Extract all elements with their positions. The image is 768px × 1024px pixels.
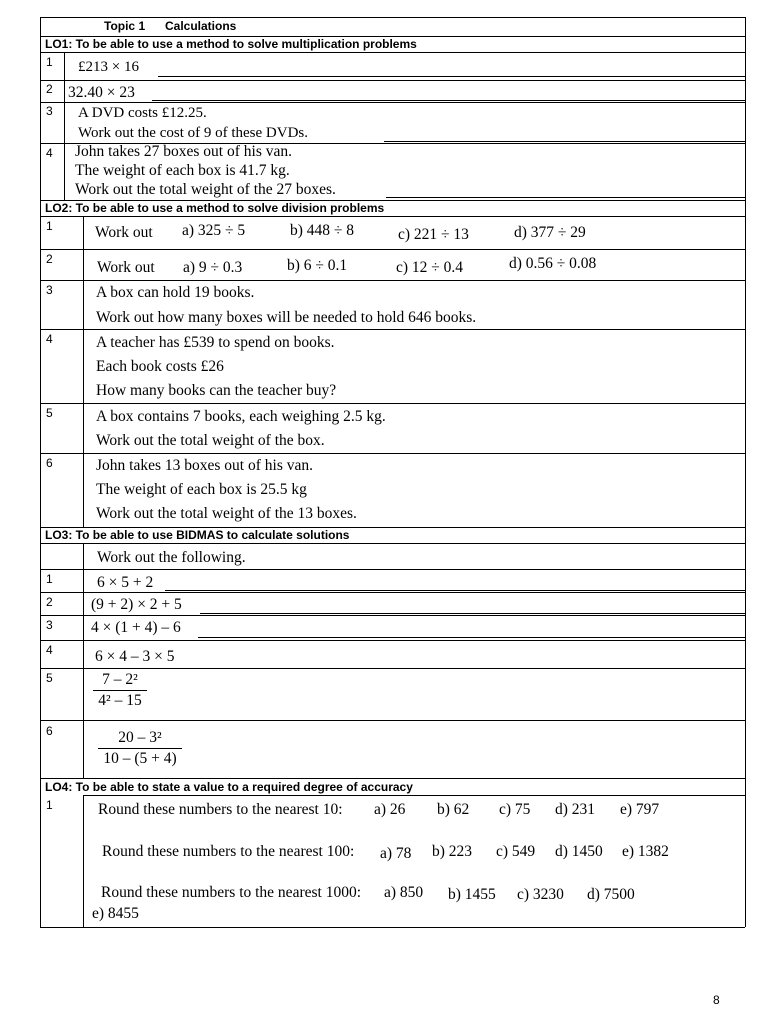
rule [40,778,745,779]
answer-line [386,197,745,198]
lo1-q1-text: £213 × 16 [78,59,139,75]
lo3-q3-text: 4 × (1 + 4) – 6 [91,619,181,636]
fraction-bar [98,748,182,749]
page-title: Calculations [165,19,237,33]
lo2-q2-a: a) 9 ÷ 0.3 [183,259,243,276]
rule [40,280,745,281]
lo2-q1-d: d) 377 ÷ 29 [514,224,586,241]
answer-line [384,141,745,142]
q-number: 1 [46,219,53,233]
lo4-r1000-label: Round these numbers to the nearest 1000: [101,884,362,901]
rule [40,668,745,669]
q-number: 6 [46,456,53,470]
rule [40,615,745,616]
rule [40,102,745,103]
lo2-q3-line1: A box can hold 19 books. [96,284,255,301]
lo4-r1000-d: d) 7500 [587,886,635,903]
lo4-r10-e: e) 797 [620,801,660,818]
lo2-q4-line1: A teacher has £539 to spend on books. [96,334,335,351]
lo2-q1-intro: Work out [95,224,153,241]
q-number: 2 [46,252,53,266]
lo2-q2-intro: Work out [97,259,155,276]
lo2-q6-line1: John takes 13 boxes out of his van. [96,457,313,474]
frame-right [745,17,746,927]
lo4-r10-c: c) 75 [499,801,531,818]
lo2-q1-c: c) 221 ÷ 13 [398,226,469,243]
frame-left [40,17,41,927]
q-number: 1 [46,55,53,69]
lo1-q4-line1: John takes 27 boxes out of his van. [75,143,292,160]
lo2-q4-line3: How many books can the teacher buy? [96,382,337,399]
lo4-r1000-a: a) 850 [384,884,424,901]
lo3-q5-denominator: 4² – 15 [98,692,142,709]
lo3-intro: Work out the following. [97,549,246,566]
q-number: 3 [46,283,53,297]
rule [40,52,745,53]
lo2-q5-line1: A box contains 7 books, each weighing 2.5 kg. [96,408,386,425]
q-number: 5 [46,671,53,685]
lo1-q4-line2: The weight of each box is 41.7 kg. [75,162,290,179]
rule [40,216,745,217]
lo3-q4-text: 6 × 4 – 3 × 5 [95,648,175,665]
lo3-q5-fraction [93,671,147,710]
q-number: 3 [46,104,53,118]
answer-line [165,590,745,591]
lo3-q6-fraction [98,729,182,768]
num-column-divider [83,543,84,778]
answer-line [152,100,745,101]
lo2-q2-d: d) 0.56 ÷ 0.08 [509,255,597,272]
lo2-q6-line2: The weight of each box is 25.5 kg [96,481,307,498]
lo2-q5-line2: Work out the total weight of the box. [96,432,325,449]
lo1-q4-line3: Work out the total weight of the 27 boxes. [75,181,336,198]
lo4-r100-b: b) 223 [432,843,473,860]
rule [40,592,745,593]
lo2-heading: LO2: To be able to use a method to solve division problems [45,201,385,215]
lo4-r100-label: Round these numbers to the nearest 100: [102,843,355,860]
lo1-q2-text: 32.40 × 23 [68,84,135,101]
q-number: 4 [46,146,53,160]
rule [40,329,745,330]
lo2-q4-line2: Each book costs £26 [96,358,224,375]
q-number: 4 [46,332,53,346]
lo1-heading: LO1: To be able to use a method to solve multiplication problems [45,37,417,51]
lo2-q2-b: b) 6 ÷ 0.1 [287,257,348,274]
fraction-bar [93,690,147,691]
lo4-r1000-b: b) 1455 [448,886,496,903]
lo4-r100-a: a) 78 [380,845,412,862]
lo4-r100-e: e) 1382 [622,843,669,860]
lo4-r100-d: d) 1450 [555,843,603,860]
q-number: 1 [46,572,53,586]
num-column-divider [83,216,84,528]
lo4-r10-d: d) 231 [555,801,596,818]
lo2-q2-c: c) 12 ÷ 0.4 [396,259,464,276]
answer-line [200,613,745,614]
lo3-q2-text: (9 + 2) × 2 + 5 [91,596,182,613]
rule [40,249,745,250]
num-column-divider [64,52,65,200]
lo4-r10-a: a) 26 [374,801,406,818]
q-number: 5 [46,406,53,420]
lo4-r10-label: Round these numbers to the nearest 10: [98,801,343,818]
rule [40,403,745,404]
lo4-r100-c: c) 549 [496,843,536,860]
lo3-q6-denominator: 10 – (5 + 4) [103,750,177,767]
lo2-q6-line3: Work out the total weight of the 13 boxes. [96,505,357,522]
lo3-q1-text: 6 × 5 + 2 [97,574,154,591]
lo2-q3-line2: Work out how many boxes will be needed to hold 646 books. [96,309,477,326]
rule [83,795,745,796]
lo2-q1-a: a) 325 ÷ 5 [182,222,246,239]
rule [40,80,745,81]
rule [40,453,745,454]
lo3-q5-numerator: 7 – 2² [102,671,138,688]
lo1-q3-line1: A DVD costs £12.25. [78,105,207,121]
lo4-r1000-e: e) 8455 [92,905,139,922]
q-number: 4 [46,643,53,657]
q-number: 2 [46,595,53,609]
frame-top [40,17,745,18]
q-number: 2 [46,82,53,96]
num-column-divider [83,795,84,927]
answer-line [158,76,745,77]
lo1-q3-line2: Work out the cost of 9 of these DVDs. [78,125,309,141]
topic-label: Topic 1 [104,19,146,33]
q-number: 1 [46,798,53,812]
rule [40,720,745,721]
q-number: 6 [46,724,53,738]
q-number: 3 [46,618,53,632]
rule [40,569,745,570]
lo4-r1000-c: c) 3230 [517,886,564,903]
page-number: 8 [713,993,720,1007]
lo4-heading: LO4: To be able to state a value to a required degree of accuracy [45,780,413,794]
lo3-heading: LO3: To be able to use BIDMAS to calculate solutions [45,528,350,542]
rule [40,640,745,641]
rule [40,543,745,544]
lo2-q1-b: b) 448 ÷ 8 [290,222,355,239]
answer-line [198,637,745,638]
frame-bottom [40,927,745,928]
lo4-r10-b: b) 62 [437,801,470,818]
lo3-q6-numerator: 20 – 3² [118,729,162,746]
